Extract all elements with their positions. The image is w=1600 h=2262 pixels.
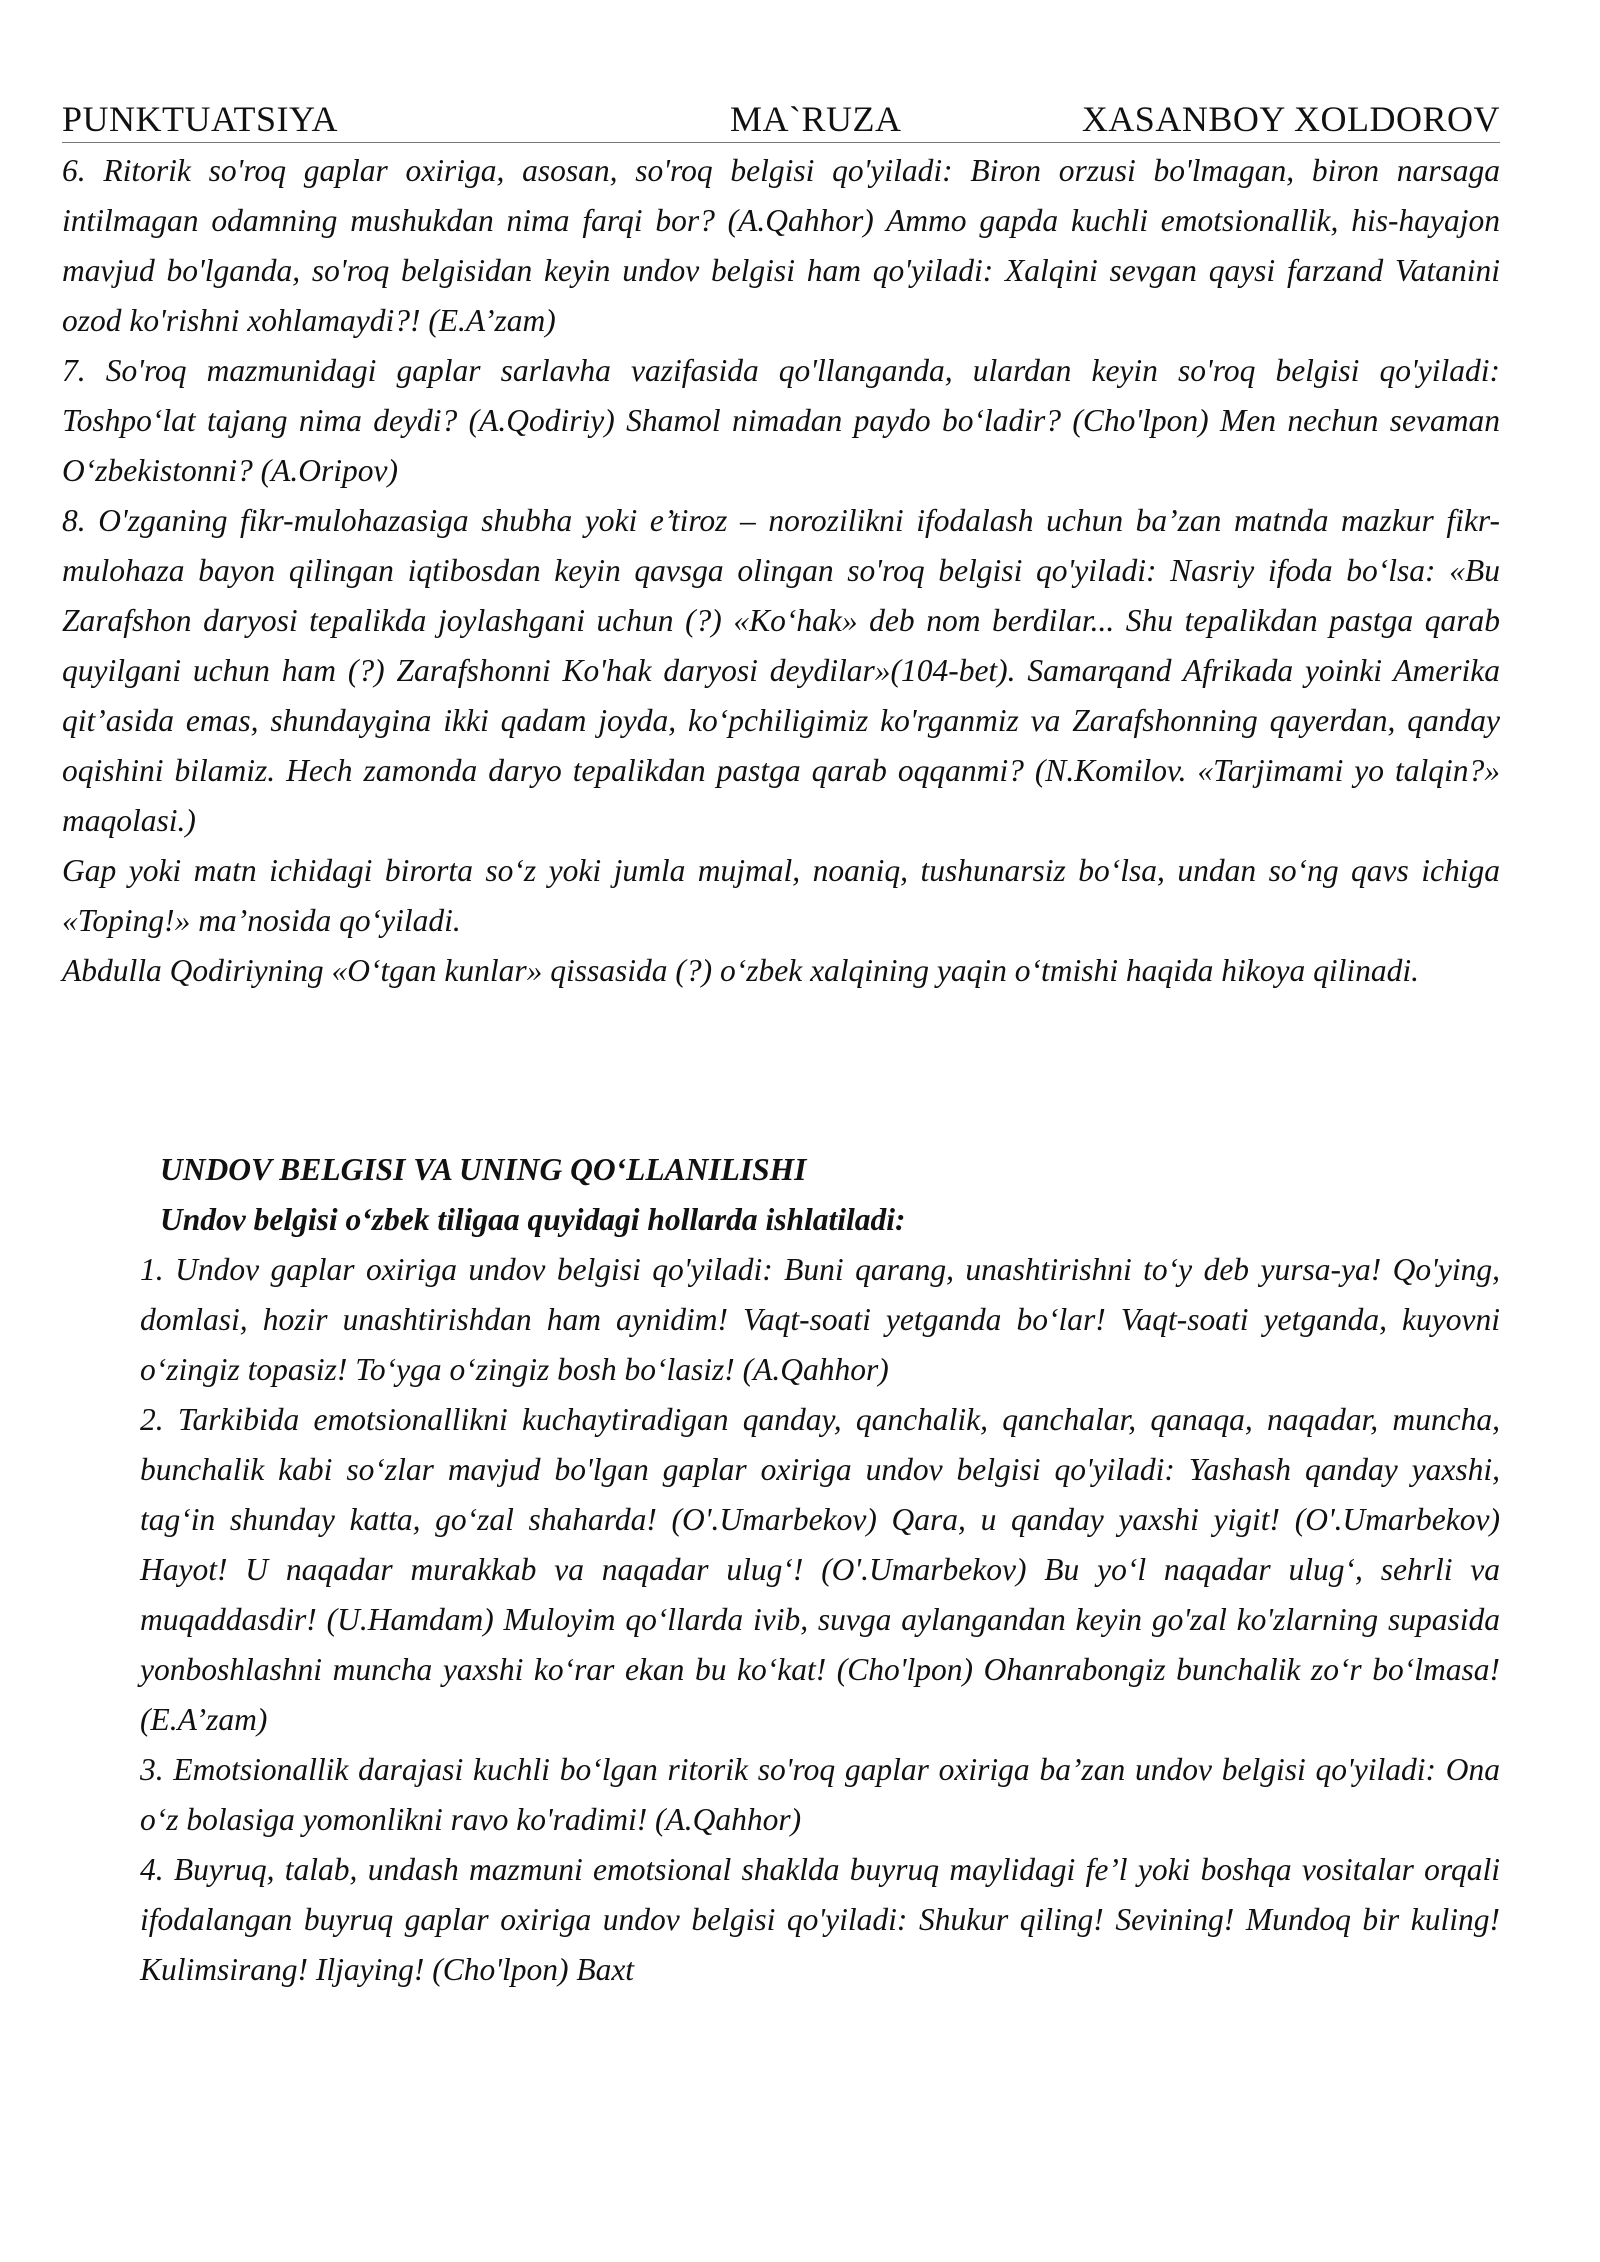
section-item-3: 3. Emotsionallik darajasi kuchli bo‘lgan ritorik so'roq gaplar oxiriga ba’zan undov belgisi qo'yiladi: Ona o‘z bolasiga yomonlikni ravo ko'radimi! (A.Qahhor) — [140, 1752, 1500, 1837]
paragraph-item-7: 7. So'roq mazmunidagi gaplar sarlavha vazifasida qo'llanganda, ulardan keyin so'roq belgisi qo'yiladi: Toshpo‘lat tajang nima deydi? (A.Qodiriy) Shamol nimadan paydo bo‘ladir? (Cho'lpon) Men nechun sevaman O‘zbekistonni? (A.Oripov) — [62, 353, 1500, 488]
page-header — [62, 92, 1500, 143]
body-text — [62, 146, 1500, 996]
header-type: MA`RUZA — [730, 99, 902, 139]
section-item-2: 2. Tarkibida emotsionallikni kuchaytiradigan qanday, qanchalik, qanchalar, qanaqa, naqadar, muncha, bunchalik kabi so‘zlar mavjud bo'lgan gaplar oxiriga undov belgisi qo'yiladi: Yashash qanday yaxshi, tag‘in shunday katta, go‘zal shaharda! (O'.Umarbekov) Qara, u qanday yaxshi yigit! (O'.Umarbekov) Hayot! U naqadar murakkab va naqadar ulug‘! (O'.Umarbekov) Bu yo‘l naqadar ulug‘, sehrli va muqaddasdir! (U.Hamdam) Muloyim qo‘llarda ivib, suvga aylangandan keyin go'zal ko'zlarning supasida yonboshlashni muncha yaxshi ko‘rar ekan bu ko‘kat! (Cho'lpon) Ohanrabongiz bunchalik zo‘r bo‘lmasa! (E.A’zam) — [140, 1402, 1500, 1737]
paragraph-item-6: 6. Ritorik so'roq gaplar oxiriga, asosan, so'roq belgisi qo'yiladi: Biron orzusi bo'lmagan, biron narsaga intilmagan odamning mushukdan nima farqi bor? (A.Qahhor) Ammo gapda kuchli emotsionallik, his-hayajon mavjud bo'lganda, so'roq belgisidan keyin undov belgisi ham qo'yiladi: Xalqini sevgan qaysi farzand Vatanini ozod ko'rishni xohlamaydi?! (E.A’zam) — [62, 153, 1500, 338]
section-undov — [140, 1145, 1500, 1995]
header-author: XASANBOY XOLDOROV — [1081, 99, 1500, 139]
paragraph-item-8: 8. O'zganing fikr-mulohazasiga shubha yoki e’tiroz – norozilikni ifodalash uchun ba’zan matnda mazkur fikr-mulohaza bayon qilingan iqtibosdan keyin qavsga olingan so'roq belgisi qo'yiladi: Nasriy ifoda bo‘lsa: «Bu Zarafshon daryosi tepalikda joylashgani uchun (?) «Ko‘hak» deb nom berdilar... Shu tepalikdan pastga qarab quyilgani uchun ham (?) Zarafshonni Ko'hak daryosi deydilar»(104-bet). Samarqand Afrikada yoinki Amerika qit’asida emas, shundaygina ikki qadam joyda, ko‘pchiligimiz ko'rganmiz va Zarafshonning qayerdan, qanday oqishini bilamiz. Hech zamonda daryo tepalikdan pastga qarab oqqanmi? (N.Komilov. «Tarjimami yo talqin?» maqolasi.) — [62, 503, 1500, 838]
section-item-1: 1. Undov gaplar oxiriga undov belgisi qo'yiladi: Buni qarang, unashtirishni to‘y deb yursa-ya! Qo'ying, domlasi, hozir unashtirishdan ham aynidim! Vaqt-soati yetganda bo‘lar! Vaqt-soati yetganda, kuyovni o‘zingiz topasiz! To‘yga o‘zingiz bosh bo‘lasiz! (A.Qahhor) — [140, 1252, 1500, 1387]
paragraph-note: Gap yoki matn ichidagi birorta so‘z yoki jumla mujmal, noaniq, tushunarsiz bo‘lsa, undan so‘ng qavs ichiga «Toping!» ma’nosida qo‘yiladi. — [62, 853, 1500, 938]
section-item-4: 4. Buyruq, talab, undash mazmuni emotsional shaklda buyruq maylidagi fe’l yoki boshqa vositalar orqali ifodalangan buyruq gaplar oxiriga undov belgisi qo'yiladi: Shukur qiling! Sevining! Mundoq bir kuling! Kulimsirang! Iljaying! (Cho'lpon) Baxt — [140, 1852, 1500, 1987]
header-subject: PUNKTUATSIYA — [62, 99, 339, 139]
section-title: UNDOV BELGISI VA UNING QO‘LLANILISHI — [160, 1152, 807, 1187]
section-subtitle: Undov belgisi o‘zbek tiligaa quyidagi hollarda ishlatiladi: — [160, 1202, 906, 1237]
paragraph-example: Abdulla Qodiriyning «O‘tgan kunlar» qissasida (?) o‘zbek xalqining yaqin o‘tmishi haqida hikoya qilinadi. — [62, 953, 1420, 988]
